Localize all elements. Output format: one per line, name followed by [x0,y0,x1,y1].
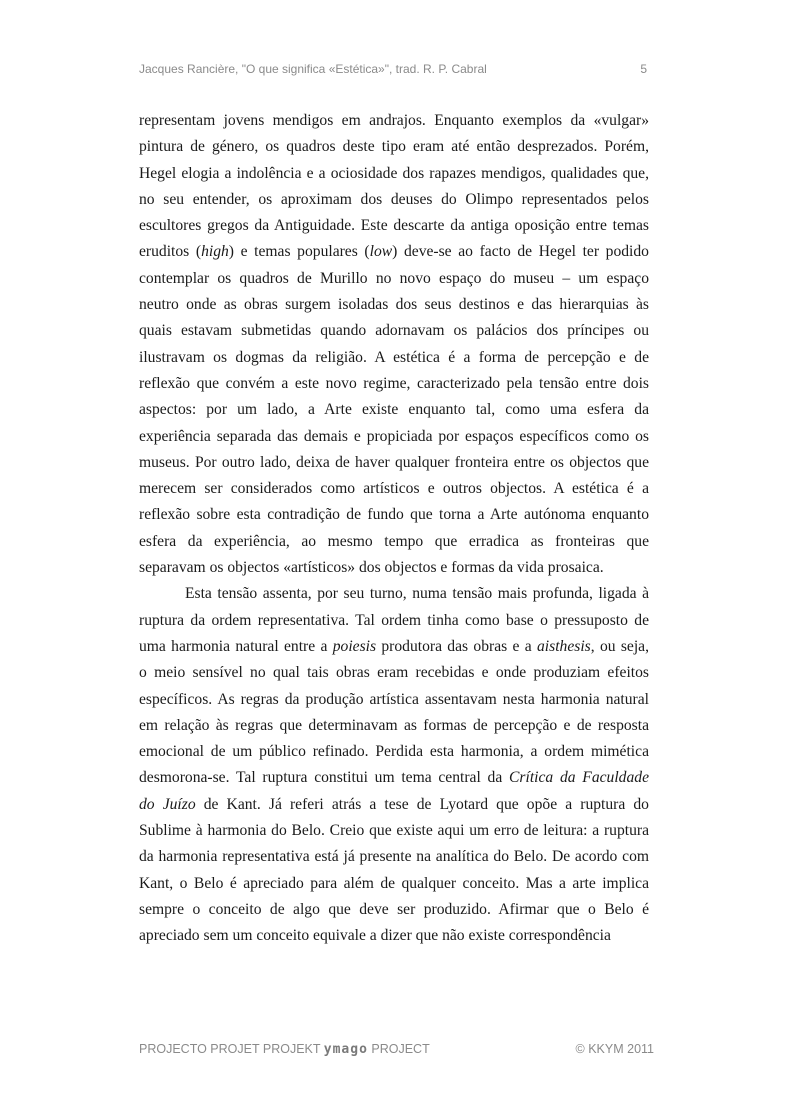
text-run: o meio sensível no qual tais obras eram recebidas e onde produziam efeitos [139,664,649,682]
italic-term: do Juízo [139,795,196,813]
italic-term: aisthesis [537,637,591,655]
text-line [139,687,649,713]
text-line [139,239,649,265]
text-run: contemplar os quadros de Murillo no novo espaço do museu – um espaço [139,269,649,287]
text-line [139,844,649,870]
text-run: de Kant. Já referi atrás a tese de Lyotard que opõe a ruptura do [195,795,649,813]
text-run: uma harmonia natural entre a [139,637,333,655]
text-line [139,792,649,818]
text-run: eruditos ( [139,243,202,261]
page-footer [139,1042,654,1060]
text-line [139,871,649,897]
page-header [139,62,647,80]
text-run: ilustravam os dogmas da religião. A estética é a forma de percepção e de [139,348,649,366]
text-run: ruptura da ordem representativa. Tal ordem tinha como base o pressuposto de [139,611,649,629]
text-run: escultores gregos da Antiguidade. Este descarte da antiga oposição entre temas [139,217,649,235]
text-line [139,371,649,397]
text-line [139,187,649,213]
text-run: neutro onde as obras surgem isoladas dos seus destinos e das hierarquias às [139,296,649,314]
text-line [139,529,649,555]
text-run: Kant, o Belo é apreciado para além de qualquer conceito. Mas a arte implica [139,874,649,892]
text-run: merecem ser considerados como artísticos e outros objectos. A estética é a [139,480,649,498]
ymago-logo: ymago [323,1042,368,1057]
footer-copyright: © KKYM 2011 [575,1042,654,1056]
text-line [139,897,649,923]
text-run: separavam os objectos «artísticos» dos objectos e formas da vida prosaica. [139,559,604,577]
text-run: experiência separada das demais e propiciada por espaços específicos como os [139,427,649,445]
text-run: pintura de género, os quadros deste tipo eram até então desprezados. Porém, [139,138,649,156]
running-title: Jacques Rancière, "O que significa «Estética»", trad. R. P. Cabral [139,62,487,76]
text-line [139,476,649,502]
text-line [139,161,649,187]
text-line [139,581,649,607]
text-line [139,634,649,660]
text-run: em relação às regras que determinavam as formas de percepção e de resposta [139,716,649,734]
paragraph-1 [139,108,649,581]
text-run: museus. Por outro lado, deixa de haver qualquer fronteira entre os objectos que [139,453,649,471]
text-line [139,713,649,739]
text-line [139,660,649,686]
italic-term: poiesis [332,637,377,655]
text-line [139,424,649,450]
text-line [139,108,649,134]
footer-suffix: PROJECT [367,1042,430,1056]
text-run: , ou seja, [590,637,649,655]
italic-term: low [369,243,393,261]
text-run: ) deve-se ao facto de Hegel ter podido [392,243,649,261]
body-text [139,108,649,950]
text-line [139,739,649,765]
text-line [139,266,649,292]
text-run: específicos. As regras da produção artística assentavam nesta harmonia natural [139,690,649,708]
text-run: reflexão sobre esta contradição de fundo que torna a Arte autónoma enquanto [139,506,649,524]
text-run: esfera da experiência, ao mesmo tempo que erradica as fronteiras que [139,532,649,550]
text-line [139,345,649,371]
footer-project-label [139,1042,430,1057]
text-run: produtora das obras e a [376,637,537,655]
italic-term: high [201,243,229,261]
text-run: Hegel elogia a indolência e a ociosidade dos rapazes mendigos, qualidades que, [139,164,649,182]
text-run: apreciado sem um conceito equivale a dizer que não existe correspondência [139,927,611,945]
text-run: ) e temas populares ( [228,243,370,261]
text-line [139,213,649,239]
text-line [139,292,649,318]
text-line [139,502,649,528]
text-line [139,923,649,949]
text-run: sempre o conceito de algo que deve ser produzido. Afirmar que o Belo é [139,900,649,918]
text-line [139,134,649,160]
text-run: Sublime à harmonia do Belo. Creio que existe aqui um erro de leitura: a ruptura [139,822,649,840]
text-run: desmorona-se. Tal ruptura constitui um tema central da [139,769,510,787]
text-line [139,608,649,634]
text-run: da harmonia representativa está já presente na analítica do Belo. De acordo com [139,848,649,866]
text-run: quais estavam submetidas quando adornavam os palácios dos príncipes ou [139,322,649,340]
text-line [139,555,649,581]
text-run: representam jovens mendigos em andrajos. Enquanto exemplos da «vulgar» [139,112,649,129]
text-run: no seu entender, os aproximam dos deuses do Olimpo representados pelos [139,190,649,208]
text-line [139,397,649,423]
footer-prefix: PROJECTO PROJET PROJEKT [139,1042,324,1056]
text-run: reflexão que convém a este novo regime, caracterizado pela tensão entre dois [139,374,649,392]
page-number: 5 [640,62,647,76]
text-line [139,318,649,344]
italic-term: Crítica da Faculdade [509,769,649,787]
text-run: aspectos: por um lado, a Arte existe enquanto tal, como uma esfera da [139,401,649,419]
text-run: emocional de um público refinado. Perdida esta harmonia, a ordem mimética [139,743,649,761]
text-line [139,450,649,476]
text-run: Esta tensão assenta, por seu turno, numa tensão mais profunda, ligada à [185,585,649,603]
text-line [139,818,649,844]
text-line [139,765,649,791]
paragraph-2 [139,581,649,949]
